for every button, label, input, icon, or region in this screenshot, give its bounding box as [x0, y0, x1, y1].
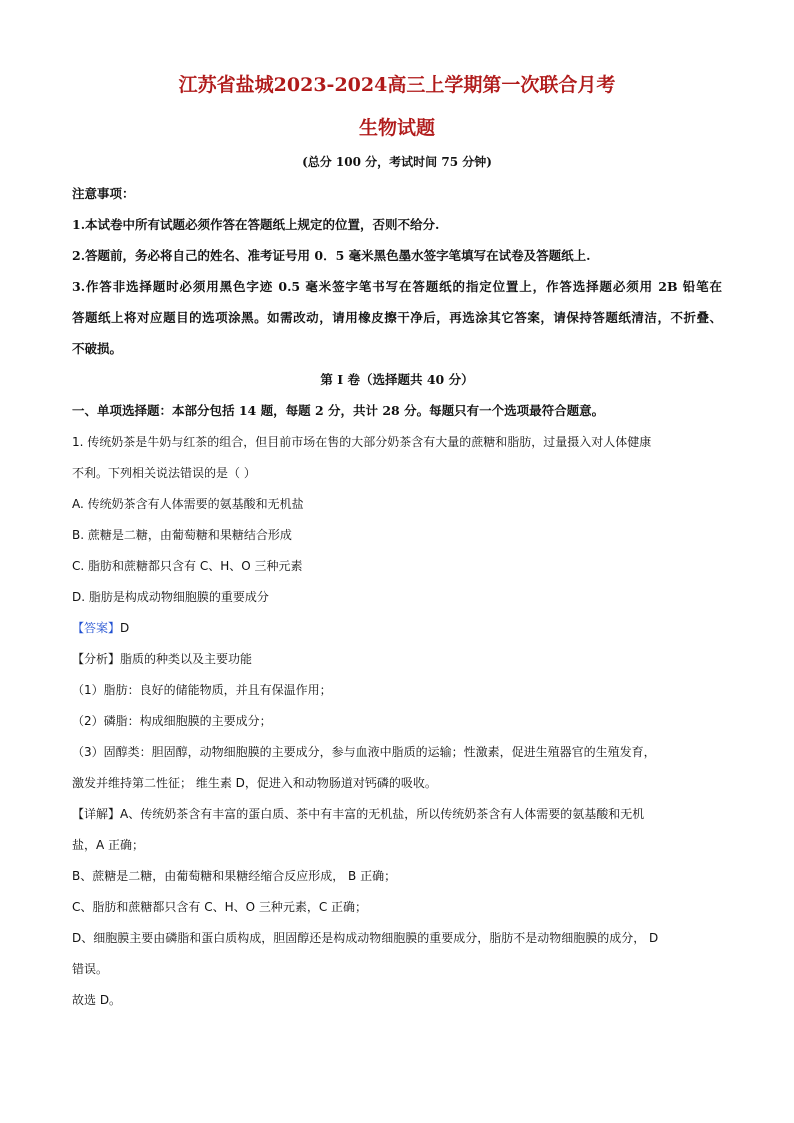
notice-item-3-line-1: 3.作答非选择题时必须用黑色字迹 0.5 毫米签字笔书写在答题纸的指定位置上，作答选择题必须用 2B 铅笔在: [72, 279, 722, 294]
notice-heading: 注意事项：: [72, 186, 135, 201]
section-instruction: 一、单项选择题：本部分包括 14 题，每题 2 分，共计 28 分。每题只有一个选项最符合题意。: [72, 403, 605, 418]
notice-item-1: 1.本试卷中所有试题必须作答在答题纸上规定的位置，否则不给分.: [72, 217, 440, 232]
exam-info: (总分 100 分，考试时间 75 分钟): [302, 155, 492, 169]
option-d: D. 脂肪是构成动物细胞膜的重要成分: [72, 590, 269, 604]
detail-a-text: A、传统奶茶含有丰富的蛋白质、茶中有丰富的无机盐，所以传统奶茶含有人体需要的氨基酸和无机: [120, 807, 645, 821]
question-1-stem-line-1: 1. 传统奶茶是牛奶与红茶的组合，但目前市场在售的大部分奶茶含有大量的蔗糖和脂肪，过量摄入对人体健康: [72, 435, 652, 449]
notice-item-3-line-2: 答题纸上将对应题目的选项涂黑。如需改动，请用橡皮擦干净后，再选涂其它答案，请保持答题纸清洁，不折叠、: [72, 310, 722, 325]
conclusion: 故选 D。: [72, 993, 122, 1007]
analysis-point-3-line-2: 激发并维持第二性征； 维生素 D，促进入和动物肠道对钙磷的吸收。: [72, 776, 437, 790]
question-1-stem-line-2: 不利。下列相关说法错误的是（ ）: [72, 466, 256, 480]
detail-label: 【详解】: [72, 807, 121, 821]
analysis-point-1: （1）脂肪：良好的储能物质，并且有保温作用；: [72, 683, 332, 697]
analysis-line: [72, 651, 252, 667]
detail-d-line-1: D、细胞膜主要由磷脂和蛋白质构成，胆固醇还是构成动物细胞膜的重要成分，脂肪不是动物细胞膜的成分， D: [72, 931, 659, 945]
notice-item-3-line-3: 不破损。: [72, 341, 123, 356]
analysis-point-2: （2）磷脂：构成细胞膜的主要成分；: [72, 714, 272, 728]
detail-a-line-2: 盐，A 正确；: [72, 838, 145, 852]
detail-a-line-1: [72, 806, 644, 822]
option-c: C. 脂肪和蔗糖都只含有 C、H、O 三种元素: [72, 559, 303, 573]
answer-line: [72, 620, 129, 636]
analysis-point-3-line-1: （3）固醇类：胆固醇，动物细胞膜的主要成分，参与血液中脂质的运输；性激素，促进生殖器官的生殖发育，: [72, 745, 656, 759]
notice-item-2: 2.答题前，务必将自己的姓名、准考证号用 0．5 毫米黑色墨水签字笔填写在试卷及答题纸上.: [72, 248, 591, 263]
detail-d-line-2: 错误。: [72, 962, 109, 976]
answer-value: D: [120, 621, 130, 635]
subject-title: 生物试题: [358, 117, 435, 139]
option-b: B. 蔗糖是二糖，由葡萄糖和果糖结合形成: [72, 528, 292, 542]
answer-label: 【答案】: [72, 621, 121, 635]
analysis-label: 【分析】: [72, 652, 121, 666]
section-title: 第 I 卷（选择题共 40 分）: [320, 372, 474, 387]
detail-c: C、脂肪和蔗糖都只含有 C、H、O 三种元素，C 正确；: [72, 900, 368, 914]
option-a: A. 传统奶茶含有人体需要的氨基酸和无机盐: [72, 497, 304, 511]
analysis-text: 脂质的种类以及主要功能: [120, 652, 253, 666]
detail-b: B、蔗糖是二糖，由葡萄糖和果糖经缩合反应形成， B 正确；: [72, 869, 397, 883]
document-title: 江苏省盐城2023-2024高三上学期第一次联合月考: [178, 74, 616, 96]
